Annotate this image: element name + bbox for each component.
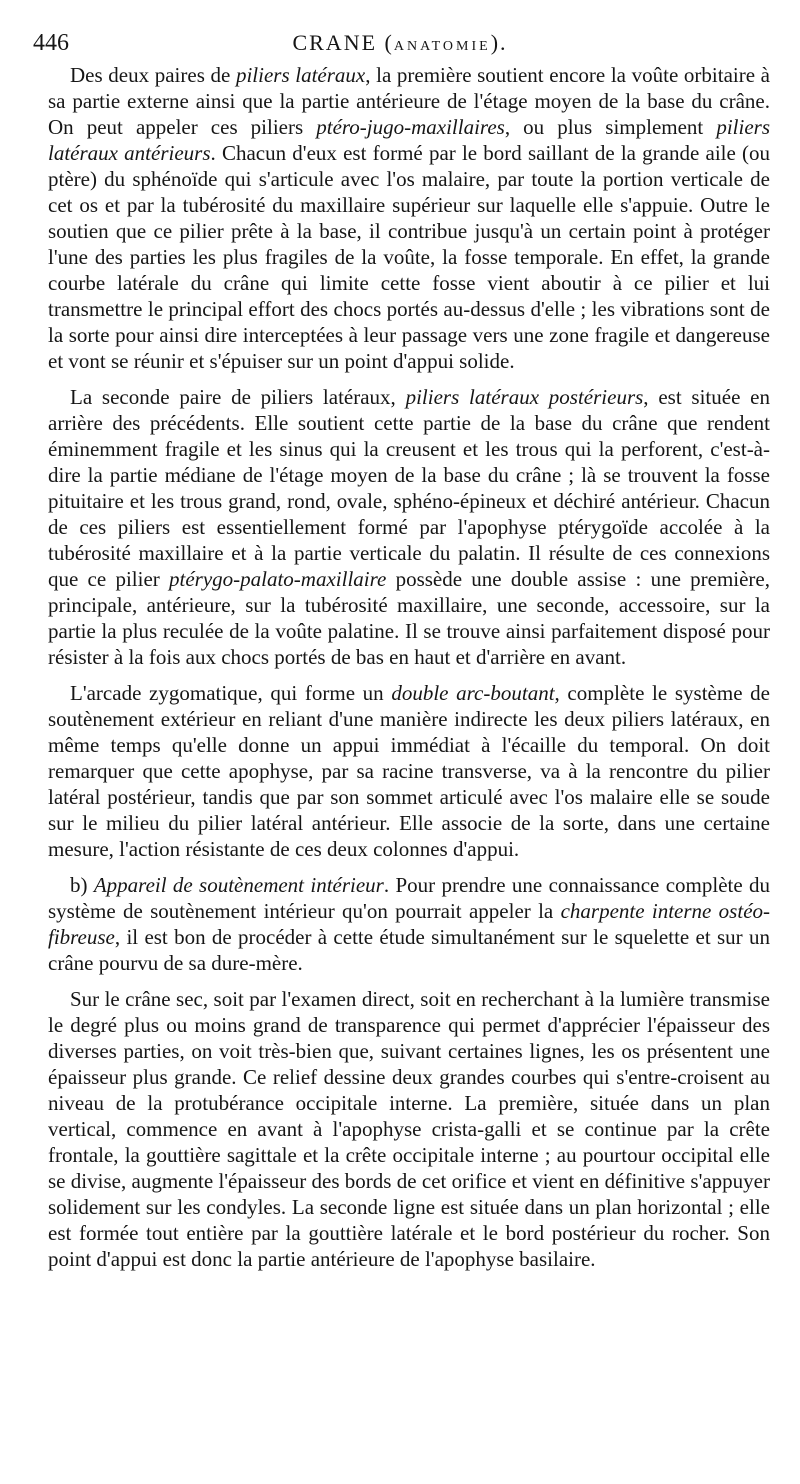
running-title: CRANE (ANATOMIE). — [292, 30, 508, 55]
text-run: L'arcade zygomatique, qui forme un — [70, 681, 392, 705]
italic-term: double arc-boutant — [391, 681, 555, 705]
page-header — [0, 30, 800, 60]
running-title-main: CRANE — [292, 30, 378, 55]
italic-term: piliers latéraux postérieurs — [405, 385, 644, 409]
text-run: possède une double assise : une première, principale, antérieure, sur la tubérosité maxillaire, une seconde, accessoire, sur la partie la plus reculée de la voûte palatine. Il se trouve ainsi parfaitement disposé pour résister à la fois aux chocs portés de bas en haut et d'arrière en avant. — [48, 567, 770, 669]
text-run: . Pour prendre une connaissance complète du système de soutènement intérieur qu'on pourrait appeler la — [48, 873, 771, 923]
text-run: Des deux paires de — [70, 63, 236, 87]
italic-term: piliers latéraux — [235, 63, 366, 87]
italic-term: Appareil de soutènement intérieur — [93, 873, 384, 897]
paragraph — [48, 384, 770, 670]
italic-term: charpente interne ostéo-fibreuse — [48, 899, 771, 949]
text-run: b) — [70, 873, 94, 897]
italic-term: ptérygo-palato-maxillaire — [169, 567, 387, 591]
paragraph — [48, 986, 770, 1272]
italic-term: piliers latéraux antérieurs — [48, 115, 770, 165]
paragraph — [48, 62, 770, 374]
text-run: . Chacun d'eux est formé par le bord saillant de la grande aile (ou ptère) du sphénoïde qui s'articule avec l'os malaire, par toute la portion verticale de cet os et par la tubérosité du maxillaire supérieur sur laquelle elle s'appuie. Outre le soutien que ce pilier prête à la base, il contribue jusqu'à un certain point à protéger l'une des parties les plus fragiles de la voûte, la fosse temporale. En effet, la grande courbe latérale du crâne qui limite cette fosse vient aboutir à ce pilier et lui transmettre le principal effort des chocs portés au-dessus d'elle ; les vibrations sont de la sorte pour ainsi dire interceptées à leur passage vers une zone fragile et dangereuse et vont se réunir et s'épuiser sur un point d'appui solide. — [48, 141, 770, 373]
text-run: La seconde paire de piliers latéraux, — [70, 385, 406, 409]
text-run: Sur le crâne sec, soit par l'examen direct, soit en recherchant à la lumière transmise le degré plus ou moins grand de transparence qui permet d'apprécier l'épaisseur des diverses parties, on voit très-bien que, suivant certaines lignes, les os présentent une épaisseur plus grande. Ce relief dessine deux grandes courbes qui s'entre-croisent au niveau de la protubérance occipitale interne. La première, située dans un plan vertical, commence en avant à l'apophyse crista-galli et se continue par la crête frontale, la gouttière sagittale et la crête occipitale interne ; au pourtour occipital elle se divise, augmente l'épaisseur des bords de cet orifice et vient en définitive s'appuyer solidement sur les condyles. La seconde ligne est située dans un plan horizontal ; elle est formée tout entière par la gouttière latérale et le bord postérieur du rocher. Son point d'appui est donc la partie antérieure de l'apophyse basilaire. — [48, 987, 770, 1271]
text-run: , il est bon de procéder à cette étude simultanément sur le squelette et sur un crâne pourvu de sa dure-mère. — [48, 925, 770, 975]
paragraph — [48, 872, 770, 976]
text-run: , la première soutient encore la voûte orbitaire à sa partie externe ainsi que la partie antérieure de l'étage moyen de la base du crâne. On peut appeler ces piliers — [48, 63, 770, 139]
running-title-sub: ANATOMIE — [393, 39, 491, 54]
italic-term: ptéro-jugo-maxillaires — [316, 115, 505, 139]
paragraph — [48, 680, 770, 862]
text-run: , complète le système de soutènement extérieur en reliant d'une manière indirecte les deux piliers latéraux, en même temps qu'elle donne un appui immédiat à l'écaille du temporal. On doit remarquer que cette apophyse, par sa racine transverse, va à la rencontre du pilier latéral postérieur, tandis que par son sommet articulé avec l'os malaire elle se soude sur le milieu du pilier latéral antérieur. Elle associe de la sorte, dans une certaine mesure, l'action résistante de ces deux colonnes d'appui. — [48, 681, 770, 861]
text-run: , est située en arrière des précédents. Elle soutient cette partie de la base du crâne que rendent éminemment fragile et les sinus qui la creusent et les trous qui la perforent, c'est-à-dire la partie médiane de l'étage moyen de la base du crâne ; là se trouvent la fosse pituitaire et les trous grand, rond, ovale, sphéno-épineux et déchiré antérieur. Chacun de ces piliers est essentiellement formé par l'apophyse ptérygoïde accolée à la tubérosité maxillaire et à la partie verticale du palatin. Il résulte de ces connexions que ce pilier — [48, 385, 771, 591]
body-text — [48, 62, 770, 1282]
text-run: , ou plus simplement — [504, 115, 717, 139]
page-number: 446 — [33, 30, 69, 56]
